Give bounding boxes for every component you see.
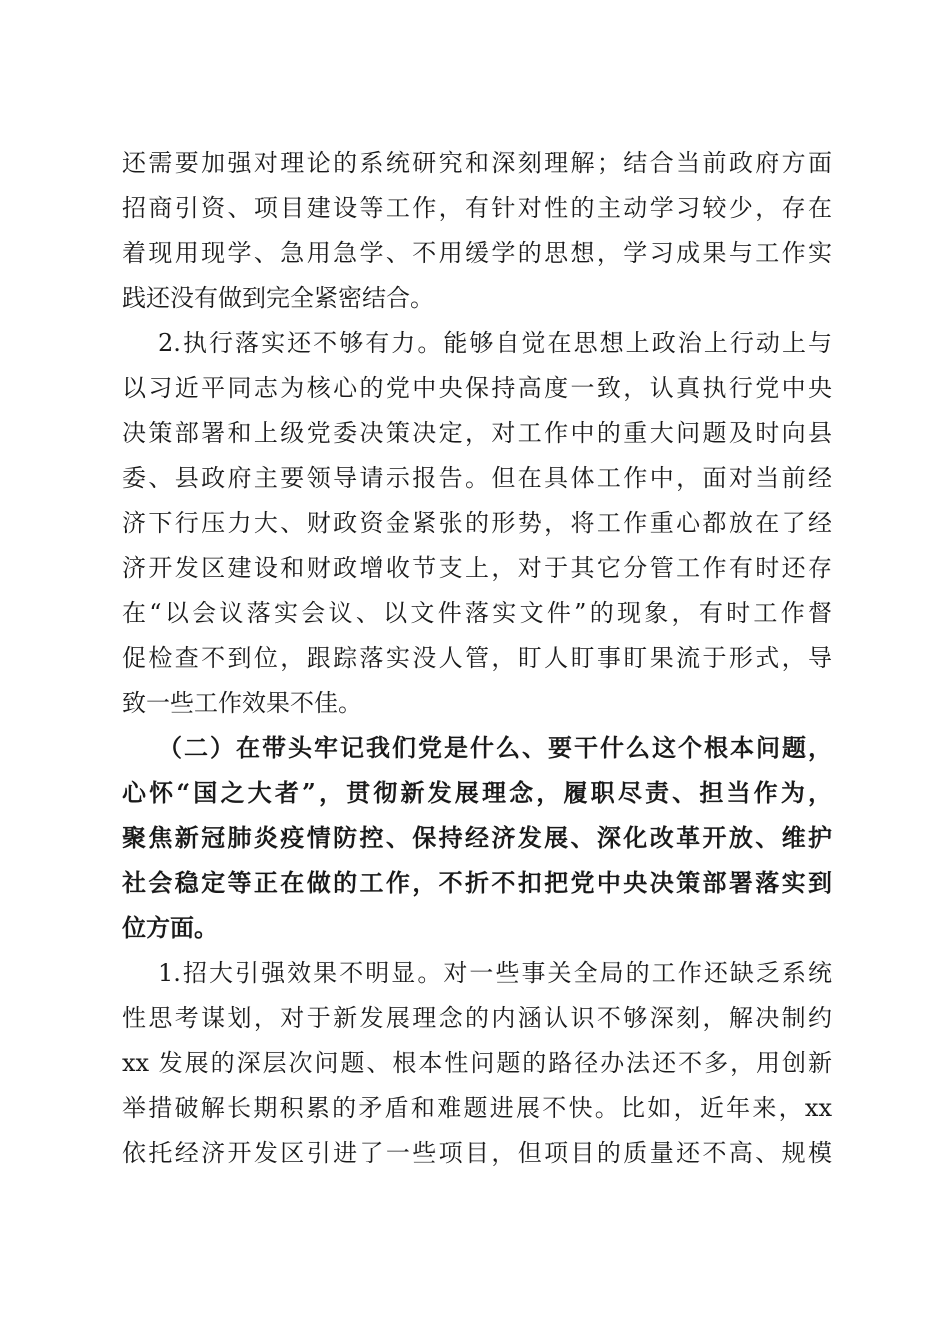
paragraph-2-line-7: 在“以会议落实会议、以文件落实文件”的现象，有时工作督 [122, 599, 832, 627]
paragraph-4-line-3: xx 发展的深层次问题、根本性问题的路径办法还不多，用创新 [122, 1049, 832, 1077]
paragraph-1-line-3: 着现用现学、急用急学、不用缓学的思想，学习成果与工作实 [122, 239, 832, 267]
section-heading-line-3: 聚焦新冠肺炎疫情防控、保持经济发展、深化改革开放、维护 [122, 823, 832, 852]
paragraph-2-line-2: 以习近平同志为核心的党中央保持高度一致，认真执行党中央 [122, 374, 832, 402]
paragraph-2-line-5: 济下行压力大、财政资金紧张的形势，将工作重心都放在了经 [122, 509, 832, 537]
paragraph-4-line-2: 性思考谋划，对于新发展理念的内涵认识不够深刻，解决制约 [122, 1004, 832, 1032]
section-heading-line-4: 社会稳定等正在做的工作，不折不扣把党中央决策部署落实到 [122, 868, 832, 897]
section-heading-line-2: 心怀“国之大者”，贯彻新发展理念，履职尽责、担当作为， [122, 778, 832, 807]
section-heading-line-1: （二）在带头牢记我们党是什么、要干什么这个根本问题， [158, 733, 832, 762]
paragraph-1-line-1: 还需要加强对理论的系统研究和深刻理解；结合当前政府方面 [122, 149, 832, 177]
paragraph-2-line-4: 委、县政府主要领导请示报告。但在具体工作中，面对当前经 [122, 464, 832, 492]
paragraph-4-line-4: 举措破解长期积累的矛盾和难题进展不快。比如，近年来，xx [122, 1094, 832, 1122]
paragraph-2-line-9: 致一些工作效果不佳。 [122, 689, 362, 717]
paragraph-4-line-5: 依托经济开发区引进了一些项目，但项目的质量还不高、规模 [122, 1139, 832, 1167]
paragraph-4-line-1: 1.招大引强效果不明显。对一些事关全局的工作还缺乏系统 [158, 959, 832, 987]
paragraph-2-line-8: 促检查不到位，跟踪落实没人管，盯人盯事盯果流于形式，导 [122, 644, 832, 672]
paragraph-2-line-3: 决策部署和上级党委决策决定，对工作中的重大问题及时向县 [122, 419, 832, 447]
paragraph-1-line-2: 招商引资、项目建设等工作，有针对性的主动学习较少，存在 [122, 194, 832, 222]
paragraph-1-line-4: 践还没有做到完全紧密结合。 [122, 284, 434, 312]
paragraph-2-line-6: 济开发区建设和财政增收节支上，对于其它分管工作有时还存 [122, 554, 832, 582]
paragraph-2-line-1: 2.执行落实还不够有力。能够自觉在思想上政治上行动上与 [158, 329, 832, 357]
section-heading-line-5: 位方面。 [122, 913, 218, 942]
